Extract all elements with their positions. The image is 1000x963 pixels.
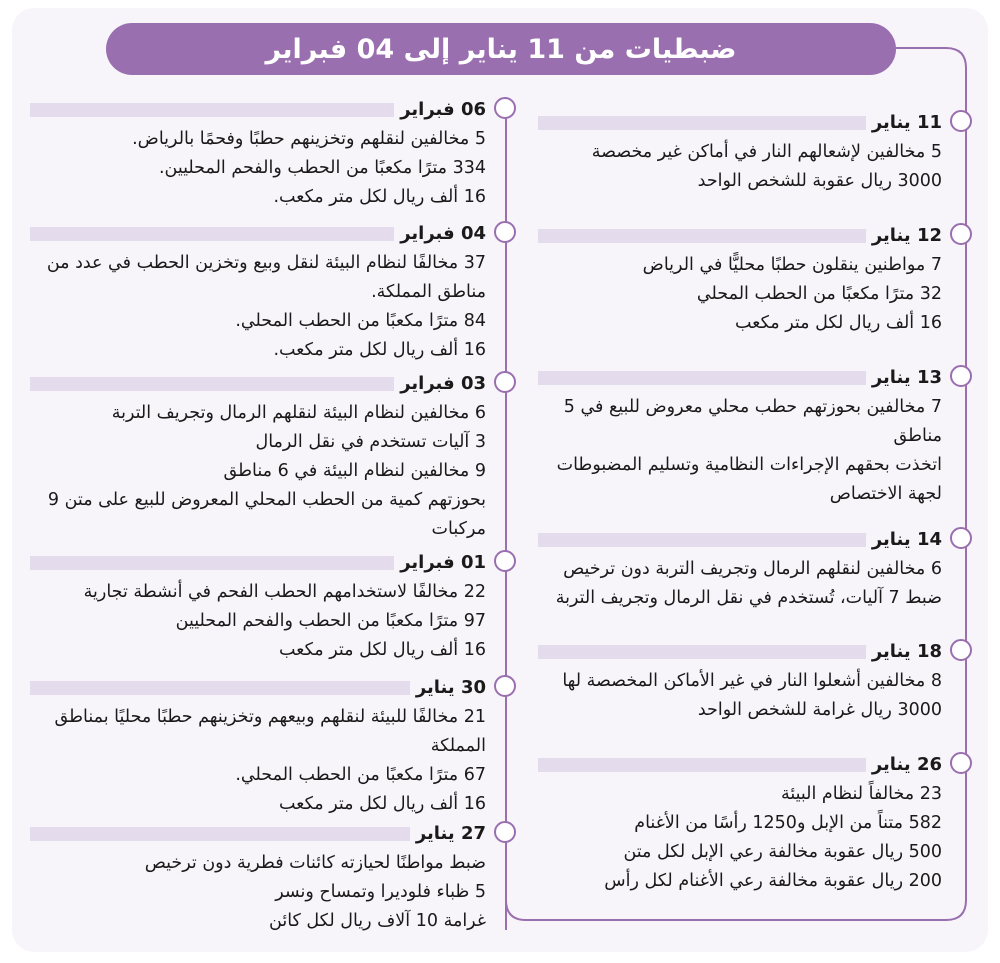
entry-details <box>30 125 486 212</box>
timeline-node <box>950 223 972 245</box>
entry-line: 6 مخالفين لنقلهم الرمال وتجريف التربة دون ترخيص <box>563 559 942 579</box>
entry-line: 16 ألف ريال لكل متر مكعب <box>279 640 486 660</box>
entry-line: 5 مخالفين لنقلهم وتخزينهم حطبًا وفحمًا بالرياض. <box>132 129 486 149</box>
entry-details <box>538 780 942 896</box>
entry-line: 5 ظباء فلوديرا وتمساح ونسر <box>275 882 486 902</box>
entry-date: 06 فبراير <box>394 96 486 124</box>
entry-line: 500 ريال عقوبة مخالفة رعي الإبل لكل متن <box>623 842 942 862</box>
entry-line: 334 مترًا مكعبًا من الحطب والفحم المحليين. <box>158 158 486 178</box>
entry-date: 30 يناير <box>410 674 486 702</box>
entry-line: 37 مخالفًا لنظام البيئة لنقل وبيع وتخزين الحطب في عدد من مناطق المملكة. <box>46 253 486 302</box>
entry-date: 01 فبراير <box>394 549 486 577</box>
entry-date: 18 يناير <box>866 638 942 666</box>
entry-line: 3 آليات تستخدم في نقل الرمال <box>255 432 486 452</box>
timeline-node <box>494 97 516 119</box>
entry-details <box>30 578 486 665</box>
entry-date: 26 يناير <box>866 751 942 779</box>
entry-line: 32 مترًا مكعبًا من الحطب المحلي <box>696 284 942 304</box>
entry-date: 27 يناير <box>410 820 486 848</box>
timeline-node <box>494 675 516 697</box>
entry-line: بحوزتهم كمية من الحطب المحلي المعروض للبيع على متن 9 مركبات <box>47 490 486 539</box>
entry-details <box>538 667 942 725</box>
entry-details <box>30 849 486 936</box>
entry-details <box>30 703 486 819</box>
timeline-node <box>950 110 972 132</box>
entry-line: 6 مخالفين لنظام البيئة لنقلهم الرمال وتجريف التربة <box>111 403 486 423</box>
entry-line: 3000 ريال غرامة للشخص الواحد <box>697 700 942 720</box>
timeline-node <box>494 821 516 843</box>
entry-details <box>538 393 942 509</box>
timeline-node <box>950 527 972 549</box>
entry-line: 16 ألف ريال لكل متر مكعب <box>735 313 942 333</box>
timeline-node <box>494 371 516 393</box>
page-title: ضبطيات من 11 يناير إلى 04 فبراير <box>106 23 896 75</box>
left-column <box>30 0 496 963</box>
entry-details <box>538 251 942 338</box>
entry-line: ضبط مواطنًا لحيازته كائنات فطرية دون ترخيص <box>144 853 486 873</box>
entry-line: 16 ألف ريال لكل متر مكعب. <box>273 187 486 207</box>
entry-details <box>538 555 942 613</box>
entry-date: 13 يناير <box>866 364 942 392</box>
entry-line: 7 مواطنين ينقلون حطبًا محليًّا في الرياض <box>642 255 942 275</box>
entry-details <box>538 138 942 196</box>
entry-date: 04 فبراير <box>394 220 486 248</box>
right-column <box>538 0 954 963</box>
entry-line: ضبط 7 آليات، تُستخدم في نقل الرمال وتجريف التربة <box>555 588 942 608</box>
entry-line: غرامة 10 آلاف ريال لكل كائن <box>269 911 486 931</box>
entry-line: 97 مترًا مكعبًا من الحطب والفحم المحليين <box>175 611 486 631</box>
timeline-node <box>950 752 972 774</box>
entry-line: 3000 ريال عقوبة للشخص الواحد <box>697 171 942 191</box>
entry-line: 21 مخالفًا للبيئة لنقلهم وبيعهم وتخزينهم حطبًا محليًا بمناطق المملكة <box>54 707 486 756</box>
entry-line: 9 مخالفين لنظام البيئة في 6 مناطق <box>223 461 486 481</box>
entry-line: 200 ريال عقوبة مخالفة رعي الأغنام لكل رأس <box>604 871 942 891</box>
entry-line: 7 مخالفين بحوزتهم حطب محلي معروض للبيع في 5 مناطق <box>563 397 942 446</box>
entry-line: 582 متناً من الإبل و1250 رأسًا من الأغنام <box>634 813 942 833</box>
entry-date: 03 فبراير <box>394 370 486 398</box>
entry-line: 8 مخالفين أشعلوا النار في غير الأماكن المخصصة لها <box>562 671 942 691</box>
entry-line: 23 مخالفاً لنظام البيئة <box>780 784 942 804</box>
entry-line: اتخذت بحقهم الإجراءات النظامية وتسليم المضبوطات لجهة الاختصاص <box>556 455 942 504</box>
entry-line: 16 ألف ريال لكل متر مكعب. <box>273 340 486 360</box>
entry-date: 11 يناير <box>866 109 942 137</box>
entry-line: 22 مخالفًا لاستخدامهم الحطب الفحم في أنشطة تجارية <box>83 582 486 602</box>
timeline-node <box>950 639 972 661</box>
entry-details <box>30 249 486 365</box>
timeline-node <box>494 550 516 572</box>
timeline-node <box>950 365 972 387</box>
entry-details <box>30 399 486 544</box>
entry-line: 5 مخالفين لإشعالهم النار في أماكن غير مخصصة <box>591 142 942 162</box>
entry-line: 84 مترًا مكعبًا من الحطب المحلي. <box>235 311 486 331</box>
entry-line: 16 ألف ريال لكل متر مكعب <box>279 794 486 814</box>
entry-line: 67 مترًا مكعبًا من الحطب المحلي. <box>235 765 486 785</box>
timeline-node <box>494 221 516 243</box>
entry-date: 12 يناير <box>866 222 942 250</box>
entry-date: 14 يناير <box>866 526 942 554</box>
